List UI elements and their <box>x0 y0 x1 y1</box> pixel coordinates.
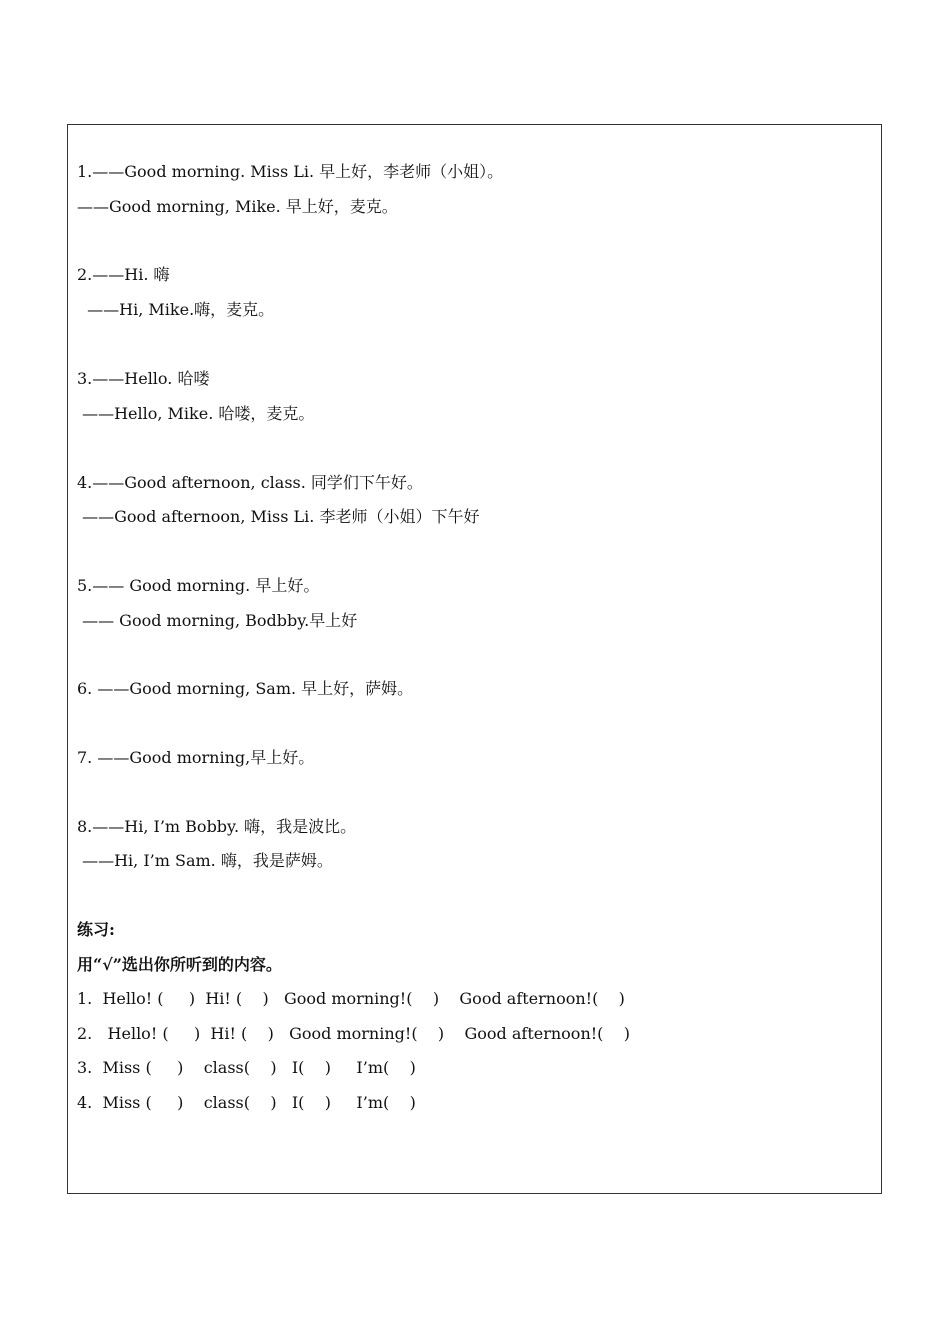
dialogue-line: ——Good morning, Mike. 早上好，麦克。 <box>77 197 398 216</box>
exercise-title: 练习: <box>77 920 115 939</box>
exercise-item: 4. Miss ( ) class( ) I( ) I’m( ) <box>77 1093 416 1112</box>
dialogue-line: 6. ——Good morning, Sam. 早上好，萨姆。 <box>77 679 414 698</box>
dialogue-line: —— Good morning, Bodbby.早上好 <box>77 611 358 630</box>
dialogue-line: ——Good afternoon, Miss Li. 李老师（小姐）下午好 <box>77 507 480 526</box>
dialogue-line: ——Hello, Mike. 哈喽，麦克。 <box>77 404 315 423</box>
dialogue-line: 1.——Good morning. Miss Li. 早上好，李老师（小姐）。 <box>77 162 504 181</box>
dialogue-line: 2.——Hi. 嗨 <box>77 265 170 284</box>
exercise-item: 1. Hello! ( ) Hi! ( ) Good morning!( ) Good afternoon!( ) <box>77 989 625 1008</box>
dialogue-line: 8.——Hi, I’m Bobby. 嗨，我是波比。 <box>77 817 357 836</box>
exercise-item: 2. Hello! ( ) Hi! ( ) Good morning!( ) Good afternoon!( ) <box>77 1024 630 1043</box>
dialogue-line: 3.——Hello. 哈喽 <box>77 369 210 388</box>
exercise-instruction: 用“√”选出你所听到的内容。 <box>77 955 282 974</box>
dialogue-line: 7. ——Good morning,早上好。 <box>77 748 315 767</box>
exercise-item: 3. Miss ( ) class( ) I( ) I’m( ) <box>77 1058 416 1077</box>
dialogue-line: ——Hi, Mike.嗨，麦克。 <box>77 300 275 319</box>
dialogue-line: ——Hi, I’m Sam. 嗨，我是萨姆。 <box>77 851 333 870</box>
dialogue-line: 4.——Good afternoon, class. 同学们下午好。 <box>77 473 423 492</box>
dialogue-line: 5.—— Good morning. 早上好。 <box>77 576 320 595</box>
